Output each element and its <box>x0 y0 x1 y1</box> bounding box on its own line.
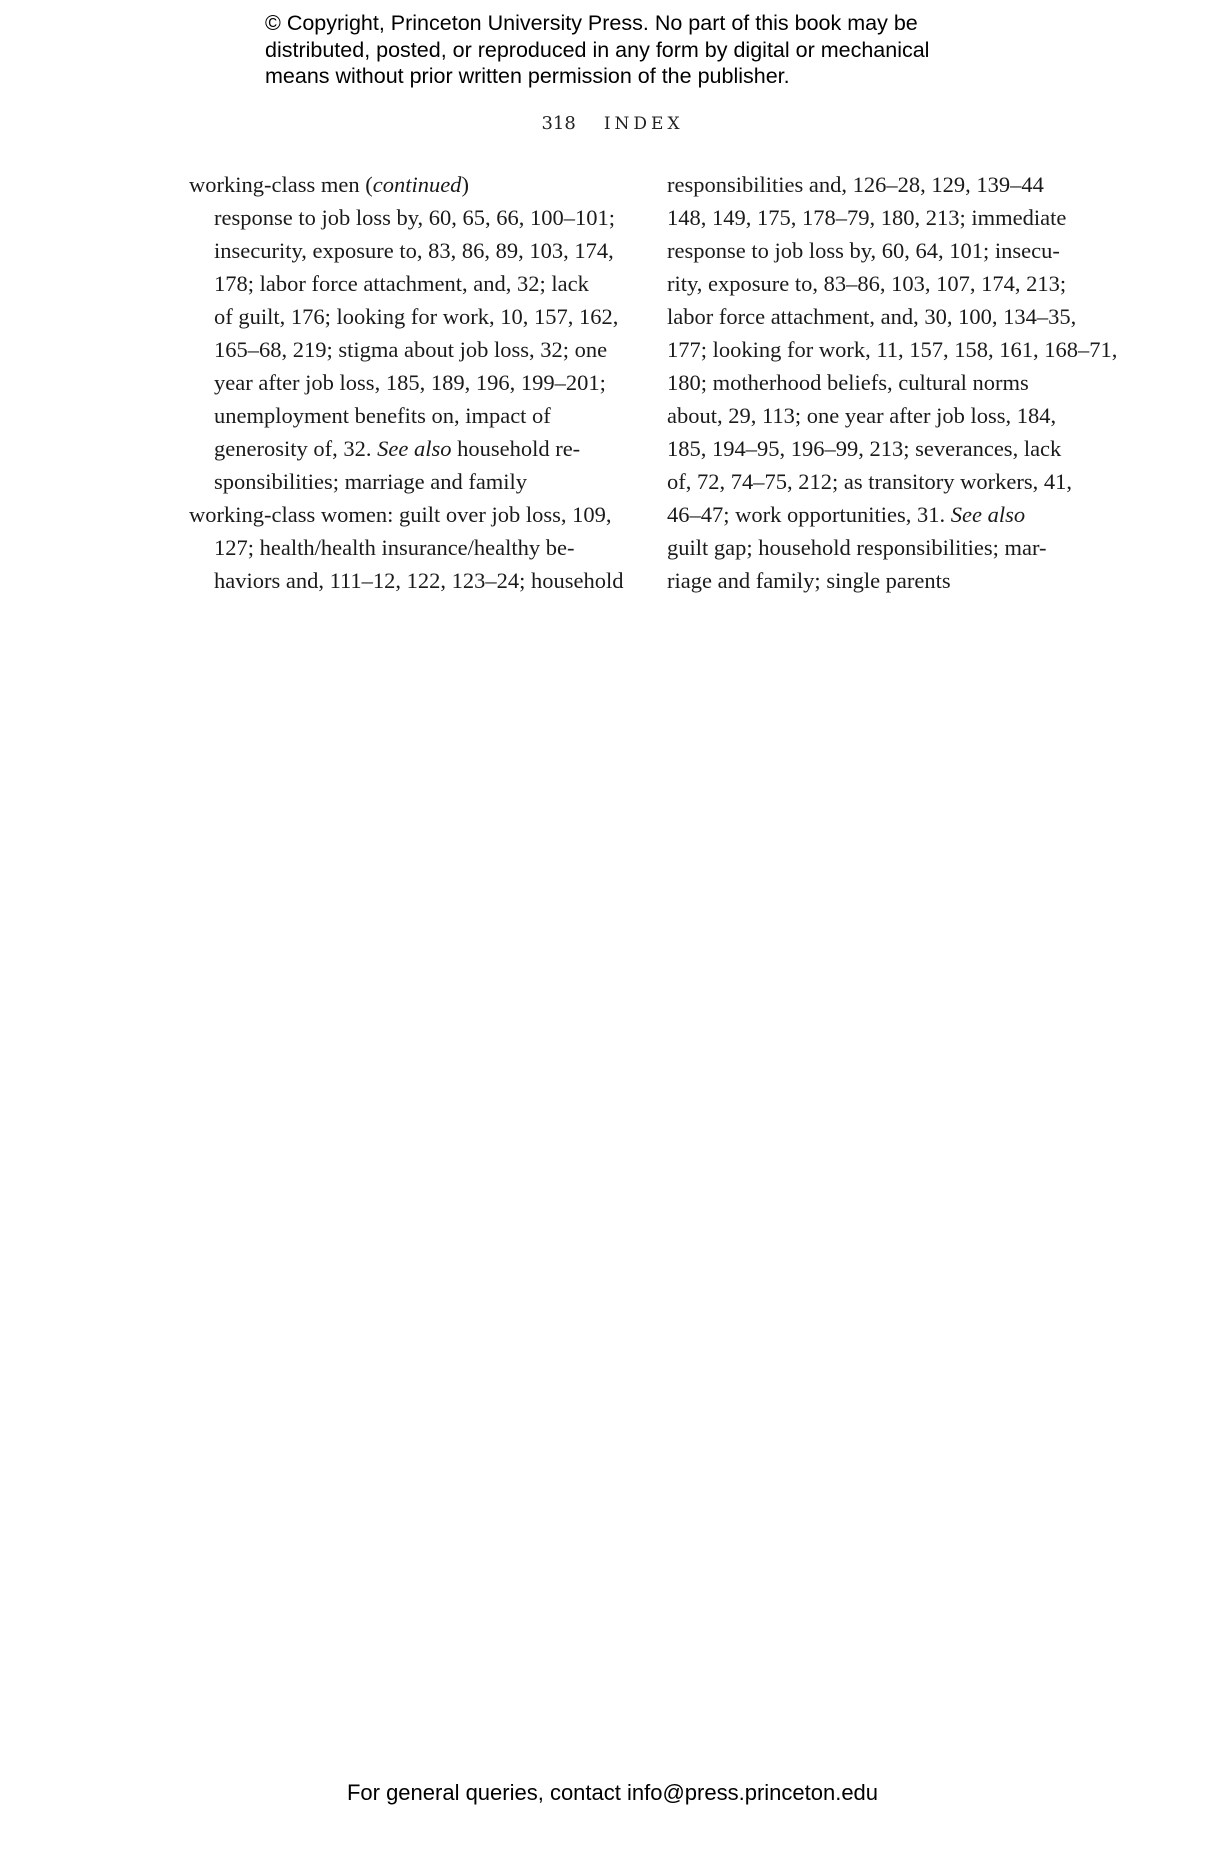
entry-text: generosity of, 32. <box>214 436 378 461</box>
index-line: sponsibilities; marriage and family <box>214 469 528 494</box>
index-line: 177; looking for work, 11, 157, 158, 161, 168–71, <box>667 337 1118 362</box>
index-column-left <box>189 168 624 597</box>
index-line: unemployment benefits on, impact of <box>214 403 551 428</box>
index-line: 178; labor force attachment, and, 32; lack <box>214 271 589 296</box>
index-line: responsibilities and, 126–28, 129, 139–44 <box>667 172 1044 197</box>
index-line: response to job loss by, 60, 64, 101; insecu- <box>667 238 1060 263</box>
copyright-line: © Copyright, Princeton University Press. No part of this book may be <box>265 11 918 35</box>
index-line: guilt gap; household responsibilities; mar- <box>667 535 1047 560</box>
index-line: haviors and, 111–12, 122, 123–24; household <box>214 568 624 593</box>
index-line: labor force attachment, and, 30, 100, 134–35, <box>667 304 1077 329</box>
entry-text: working-class men ( <box>189 172 373 197</box>
index-line: rity, exposure to, 83–86, 103, 107, 174, 213; <box>667 271 1067 296</box>
index-line: year after job loss, 185, 189, 196, 199–201; <box>214 370 606 395</box>
running-head <box>0 113 1225 134</box>
index-line: 127; health/health insurance/healthy be- <box>214 535 575 560</box>
copyright-line: means without prior written permission of the publisher. <box>265 64 790 88</box>
index-line: insecurity, exposure to, 83, 86, 89, 103, 174, <box>214 238 614 263</box>
entry-text: ) <box>461 172 469 197</box>
index-column-right <box>667 168 1118 597</box>
page-number: 318 <box>541 113 576 134</box>
index-line: of guilt, 176; looking for work, 10, 157, 162, <box>214 304 619 329</box>
index-line: about, 29, 113; one year after job loss, 184, <box>667 403 1057 428</box>
footer-contact: For general queries, contact info@press.princeton.edu <box>346 1780 879 1805</box>
index-line: 148, 149, 175, 178–79, 180, 213; immediate <box>667 205 1067 230</box>
index-entry-heading: working-class women: guilt over job loss, 109, <box>189 502 612 527</box>
copyright-line: distributed, posted, or reproduced in any form by digital or mechanical <box>265 37 930 62</box>
index-line <box>189 432 609 465</box>
index-line: 185, 194–95, 196–99, 213; severances, lack <box>667 436 1062 461</box>
see-also-label: See also <box>950 502 1026 527</box>
copyright-notice <box>265 10 1025 90</box>
index-line <box>667 498 1067 531</box>
entry-text: household re- <box>451 436 581 461</box>
index-line: 165–68, 219; stigma about job loss, 32; one <box>214 337 608 362</box>
index-line: response to job loss by, 60, 65, 66, 100–101; <box>214 205 616 230</box>
see-also-label: See also <box>377 436 452 461</box>
continued-label: continued <box>372 172 462 197</box>
index-entry-heading <box>189 168 609 201</box>
index-line: 180; motherhood beliefs, cultural norms <box>667 370 1029 395</box>
section-title: INDEX <box>603 114 684 134</box>
entry-text: 46–47; work opportunities, 31. <box>667 502 951 527</box>
index-line: riage and family; single parents <box>667 568 951 593</box>
index-line: of, 72, 74–75, 212; as transitory workers, 41, <box>667 469 1072 494</box>
